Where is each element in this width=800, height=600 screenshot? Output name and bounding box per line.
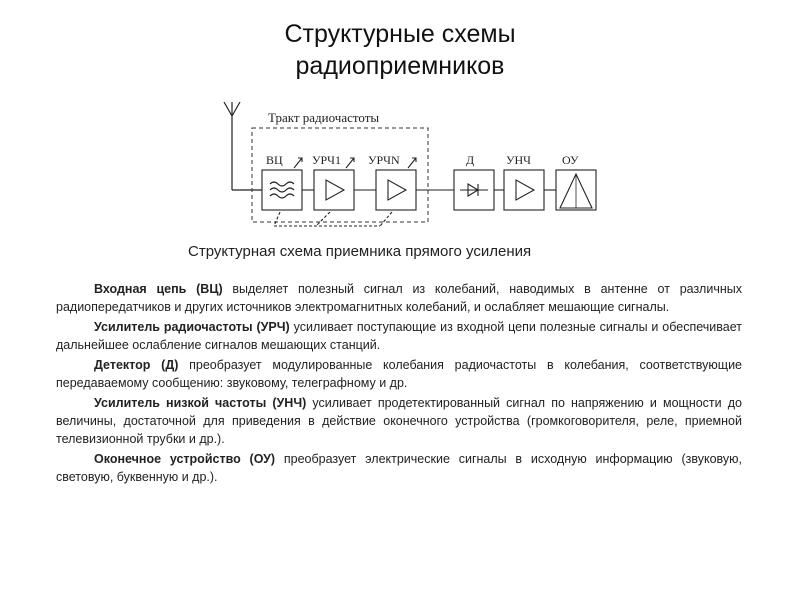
term-ou: Оконечное устройство (ОУ) — [94, 452, 276, 466]
paragraph-d: Детектор (Д) преобразует модулированные колебания радиочастоты в колебания, соответствующие передаваемому сообщению: звуковому, телеграфному и др. — [56, 358, 743, 390]
tuning-arrow-urchn — [408, 158, 416, 168]
term-unch: Усилитель низкой частоты (УНЧ) — [94, 396, 307, 410]
receiver-block-diagram — [210, 98, 610, 233]
rf-path-label: Тракт радиочастоты — [268, 110, 380, 125]
block-label-urchn: УРЧN — [368, 153, 400, 167]
block-vc — [262, 170, 302, 210]
tuning-arrow-vc — [294, 158, 302, 168]
amplifier-icon — [326, 180, 344, 200]
tuning-linkage — [274, 212, 392, 226]
title-line-1: Структурные схемы — [284, 20, 516, 48]
block-label-vc: ВЦ — [266, 153, 283, 167]
block-label-urch1: УРЧ1 — [312, 153, 341, 167]
diagram-caption: Структурная схема приемника прямого усиления — [188, 243, 532, 260]
block-label-ou: ОУ — [562, 153, 579, 167]
term-d: Детектор (Д) — [94, 358, 179, 372]
paragraph-ou: Оконечное устройство (ОУ) преобразует электрические сигналы в исходную информацию (звуковую, световую, буквенную и др.). — [56, 452, 742, 484]
block-urch1 — [314, 170, 354, 210]
block-unch — [504, 170, 544, 210]
block-label-d: Д — [466, 153, 475, 167]
page-title — [0, 18, 800, 82]
title-line-2: радиоприемников — [295, 52, 505, 80]
amplifier-icon — [516, 180, 534, 200]
rf-path-frame — [252, 128, 428, 222]
diode-icon — [460, 184, 488, 196]
antenna-icon — [224, 102, 262, 190]
paragraph-unch: Усилитель низкой частоты (УНЧ) усиливает продетектированный сигнал по напряжению и мощности до величины, достаточной для приведения в действие оконечного устройства (громкоговорителя, реле, приемной телевизионной трубки и др.). — [56, 396, 742, 446]
tuning-arrow-urch1 — [346, 158, 354, 168]
term-vc: Входная цепь (ВЦ) — [94, 282, 223, 296]
term-urch: Усилитель радиочастоты (УРЧ) — [94, 320, 290, 334]
amplifier-icon — [388, 180, 406, 200]
block-urchn — [376, 170, 416, 210]
filter-icon — [270, 182, 294, 198]
block-label-unch: УНЧ — [506, 153, 531, 167]
paragraph-vc: Входная цепь (ВЦ) выделяет полезный сигнал из колебаний, наводимых в антенне от различных радиопередатчиков и других источников электромагнитных колебаний, и ослабляет мешающие сигналы. — [56, 282, 742, 314]
paragraph-urch: Усилитель радиочастоты (УРЧ) усиливает поступающие из входной цепи полезные сигналы и обеспечивает дальнейшее ослабление сигналов мешающих станций. — [56, 320, 742, 352]
description-text — [56, 280, 742, 488]
